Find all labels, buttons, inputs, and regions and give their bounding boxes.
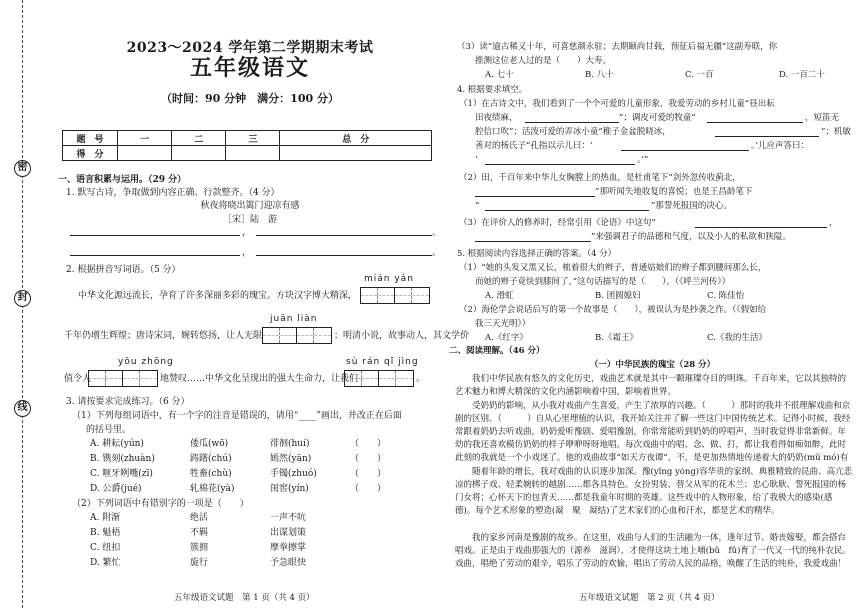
q4-s2c: “	[475, 201, 480, 211]
pinyin-label: juān liàn	[270, 314, 318, 324]
page-footer: 五年级语文试题 第 1 页（共 4 页）	[174, 593, 315, 603]
score-header-cell: 三	[226, 131, 280, 146]
exam-page-2	[445, 0, 860, 608]
score-cell[interactable]	[280, 146, 432, 161]
q1-prompt: 1. 默写古诗，争取做到内容正确、行款整齐。（4 分）	[66, 188, 280, 198]
score-table	[62, 130, 432, 161]
q4-s3b: ”来强调君子的品德和气度，以及小人的私欲和狭隘。	[591, 232, 791, 242]
q3-3-line2: 推测这位老人过的是（ ）大寿。	[475, 56, 612, 66]
option-word: 嫣然(yān)	[270, 454, 312, 464]
exam-title: 2023～2024 学年第二学期期末考试	[126, 40, 374, 56]
option[interactable]: C.《我的生活》	[707, 333, 767, 343]
score-header-cell: 题 号	[63, 131, 118, 146]
score-label: 得 分	[63, 146, 118, 161]
subject-title: 五年级语文	[189, 55, 310, 81]
score-header-cell: 总 分	[280, 131, 432, 146]
option[interactable]: C. 一百	[685, 70, 714, 80]
section2-title: 二、阅读理解。（46 分）	[449, 346, 545, 356]
option-label[interactable]: A. 附渐	[90, 513, 121, 523]
answer-line[interactable]	[475, 196, 595, 197]
q3-prompt: 3. 请按要求完成练习。（6 分）	[66, 397, 190, 407]
q4-s1d2: 。’儿应声答曰：	[751, 141, 809, 151]
option-word: 予急眼快	[270, 558, 307, 568]
option-label[interactable]: C. 纽扣	[90, 543, 121, 553]
poem-answer-line[interactable]	[256, 235, 432, 236]
side-mark-feng: 封	[14, 290, 31, 307]
option-word: 旋行	[190, 558, 209, 568]
punct: 。	[432, 228, 442, 238]
q2-line3b: 地赞叹……中华文化呈现出的强大生命力，让我们	[160, 374, 359, 384]
option-word: 簇拥	[190, 543, 209, 553]
side-mark-mi: 密	[14, 160, 31, 177]
option[interactable]: C. 陈佳怡	[707, 291, 745, 301]
score-cell[interactable]	[118, 146, 172, 161]
q3-sub1: （1）下列每组词语中，有一个字的注音是错误的，请用“____”画出，并改正在后面	[72, 411, 402, 421]
q4-s2c2: ”那誓死报国的决心。	[651, 201, 732, 211]
answer-line[interactable]	[621, 150, 749, 151]
q4-prompt: 4. 根据要求填空。	[457, 85, 528, 95]
answer-line[interactable]	[485, 210, 649, 211]
option-word: 出谋划策	[270, 528, 307, 538]
option[interactable]: D. 一百二十	[779, 70, 825, 80]
option-word: 轧棉花(yà)	[190, 484, 235, 494]
q2-line2a: 千年仍增生辉煌；唐诗宋词，婉转悠扬，让人无限	[64, 331, 263, 341]
punct: 。	[432, 248, 442, 258]
score-header-cell: 一	[118, 131, 172, 146]
q5-s2b: 我三天光明》）	[475, 319, 531, 329]
passage-para-3: 随着年龄的增长，我对戏曲的认识逐步加深。豫(yǐng yóng)容华贵的家纲、典雅精致的昆曲、高亢悲凉的梆子戏、轻柔婉转的越剧……都各具特色。女扮男装、替父从军的花木兰；忠心耿耿、誓死报国的杨门女将；心怀天下的包青天……都是我童年时期的英雄。这些戏中的人物形象，给了我极大的感染(感 德)。每个艺术形象的塑造(凝 聚 凝结)了艺术家们的心血和汗水，都是艺术的精华。	[455, 467, 853, 516]
option-label: A. 耕耘(yún)	[90, 439, 144, 449]
pinyin-label: yōu zhōng	[118, 357, 174, 367]
poem-title: 秋夜将晓出篱门迎凉有感	[200, 201, 300, 211]
answer-paren[interactable]: （ ）	[350, 454, 387, 464]
q4-s1b2: ”；调皮可爱的牧童“	[619, 113, 696, 123]
option-word: 倭瓜(wō)	[190, 439, 229, 449]
option-label: D. 公爵(jué)	[90, 484, 142, 494]
answer-line[interactable]	[485, 164, 635, 165]
punct: ，	[242, 228, 252, 238]
q2-line3c: 。	[416, 374, 426, 384]
q4-s1b3: ，短笛无	[805, 113, 840, 123]
option[interactable]: A. 滑虹	[485, 291, 514, 301]
q3-sub1b: 的括号里。	[86, 425, 132, 435]
time-info: （时间：90 分钟 满分：100 分）	[161, 92, 339, 105]
answer-line[interactable]	[707, 122, 803, 123]
q3-3-line1: （3）读“逾古稀又十年，可喜慈颜永驻；去期颐尚甘载，预征后福无疆”这副寿联，你	[457, 42, 778, 52]
pinyin-label: sù rán qǐ jìng	[346, 357, 419, 367]
answer-line[interactable]	[715, 136, 819, 137]
answer-line[interactable]	[695, 227, 827, 228]
answer-paren[interactable]: （ ）	[350, 484, 387, 494]
q4-s3a2: ，	[829, 218, 838, 228]
q5-s1a: （1）“她的头发又黑又长，梳着很大的辫子，普通姑娘们的辫子都到腰间那么长，	[459, 263, 767, 273]
q4-s1c2: ”；机敏	[821, 127, 851, 137]
option-word: 绝活	[190, 513, 209, 523]
char-grid[interactable]	[360, 287, 430, 304]
q2-prompt: 2. 根据拼音写词语。（5 分）	[66, 265, 181, 275]
poem-answer-line[interactable]	[70, 235, 240, 236]
q5-s1b: 而她的辫子竟快到膝间了。”这句话描写的是（ ）。（《呼兰河传》）	[475, 277, 731, 287]
option[interactable]: B. 八十	[585, 70, 614, 80]
q4-s1e: ‘	[475, 155, 478, 165]
option[interactable]: A. 七十	[485, 70, 514, 80]
section1-title: 一、语言积累与运用。（29 分）	[58, 175, 187, 185]
option-word: 一声不吭	[270, 513, 307, 523]
option[interactable]: B. 团圆媳妇	[595, 291, 641, 301]
option-word: 摩拳擦掌	[270, 543, 307, 553]
punct: ，	[242, 248, 252, 258]
answer-paren[interactable]: （ ）	[350, 439, 387, 449]
q2-line2b: ；明清小说，故事动人，其文学价	[334, 331, 470, 341]
q4-s1b: 田夜绩麻，	[475, 113, 518, 123]
answer-paren[interactable]: （ ）	[350, 469, 387, 479]
q4-s1d: 善对的杨氏子“孔指以示儿曰：‘	[475, 141, 593, 151]
poem-answer-line[interactable]	[70, 255, 240, 256]
option-word: 徘徊(huí)	[270, 439, 310, 449]
q4-s2b: ”那听闻失地收复的喜悦；也是王昌龄笔下	[595, 187, 753, 197]
option-word: 手镯(zhuó)	[270, 469, 317, 479]
option[interactable]: A.《红字》	[485, 333, 528, 343]
char-grid[interactable]	[88, 370, 158, 387]
q5-s2a: （2）海伦学会说话后写的第一个故事是（ ），被误认为是抄袭之作。（《假如给	[459, 305, 767, 315]
option-label: B. 镌刻(zhuàn)	[90, 454, 155, 464]
passage-para-1: 我们中华民族有悠久的文化历史，戏曲艺术就是其中一颗璀璨夺目的明珠。千百年来，它以其独特的艺术魅力和博大精深的文化内涵影响着中国，影响着世界。	[455, 374, 847, 397]
q2-line3a: 值令人	[64, 374, 92, 384]
passage-title: （一）中华民族的瑰宝（28 分）	[589, 360, 716, 370]
option-word: 闺窖(yín)	[270, 484, 309, 494]
q4-s1a: （1）在古诗文中，我们看到了一个个可爱的儿童形象，我爱劳动的乡村儿童“昼出耘	[459, 99, 775, 109]
q4-s2a: （2）田，千百年来中华儿女胸膛上的热血，是杜甫笔下“剑外忽传收蓟北，	[459, 173, 741, 183]
q5-prompt: 5. 根据阅读内容选择正确的答案。（4 分）	[457, 249, 617, 259]
q3-sub2: （2）下列词语中有错别字的一项是（ ）	[72, 499, 249, 509]
q4-s3a: （3）在评价人的修养时，经常引用《论语》中这句“	[459, 218, 656, 228]
poem-author: ［宋］陆 游	[222, 215, 277, 225]
score-header-row	[63, 131, 432, 146]
q4-s1e2: 。’”	[637, 155, 649, 165]
score-header-cell: 二	[172, 131, 226, 146]
side-mark-xian: 线	[14, 400, 31, 417]
option-label: C. 咂牙咧嘴(zī)	[90, 469, 153, 479]
passage-para-4: 我的家乡河南是豫剧的故乡。在这里，戏曲与人们的生活融为一体，逢年过节、婚丧嫁娶，都会搭台唱戏。正是由于戏曲那强大的（源养 滋润），才使得这块土地上哺(bǔ fǔ)育了一代又一代的纯朴农民。戏曲，唱绝了劳动的艰辛，唱乐了劳动的欢愉，唱出了劳动人民的品格，唤醒了生活的纯朴，我爱戏曲！	[455, 533, 851, 569]
score-cell[interactable]	[226, 146, 280, 161]
page-footer: 五年级语文试题 第 2 页（共 4 页）	[579, 593, 720, 603]
score-cell[interactable]	[172, 146, 226, 161]
option[interactable]: B.《霜王》	[595, 333, 638, 343]
option-word: 牲畜(chù)	[190, 469, 232, 479]
passage-para-2: 受奶奶的影响，从小我对戏曲产生喜爱，产生了浓厚的兴趣。（ ）那时的我并不很理解戏曲和京剧的区别。（ ）自从心里埋植的认识，我开始关注并了解一些这门中国传统艺术。记得小时候，我经常跟着奶奶去听戏曲，奶奶爱听豫剧、爱唱豫剧，你常常能听到奶奶的哼唱声，当时我觉得非常新鲜。年幼的我还喜欢模仿奶奶的样子咿咿呀呀地唱。每次戏曲中的唱、念、做、打，都让我看得如痴如醉，此时此刻的我就是一个小戏迷了。他的戏曲故事“如天方夜谭”，不，是更加热情地传递着大的奶奶(mǔ mó)有	[455, 401, 851, 463]
q4-s1c: 腔信口吹”；活泼可爱的弄冰小童“稚子金盆脱晓冰，	[475, 127, 671, 137]
q2-line1: 中华文化源远流长，孕育了许多深丽多彩的瑰宝。方块汉字博大精深，	[78, 291, 358, 301]
option-label[interactable]: B. 魁梧	[90, 528, 121, 538]
score-row	[63, 146, 432, 161]
pinyin-label: mián yán	[364, 274, 414, 284]
char-grid[interactable]	[262, 327, 332, 344]
answer-line[interactable]	[475, 241, 591, 242]
char-grid[interactable]	[344, 370, 414, 387]
option-word: 不羁	[190, 528, 209, 538]
answer-line[interactable]	[525, 122, 619, 123]
option-word: 踌躇(chú)	[190, 454, 232, 464]
poem-answer-line[interactable]	[256, 255, 432, 256]
option-label[interactable]: D. 繁忙	[90, 558, 121, 568]
